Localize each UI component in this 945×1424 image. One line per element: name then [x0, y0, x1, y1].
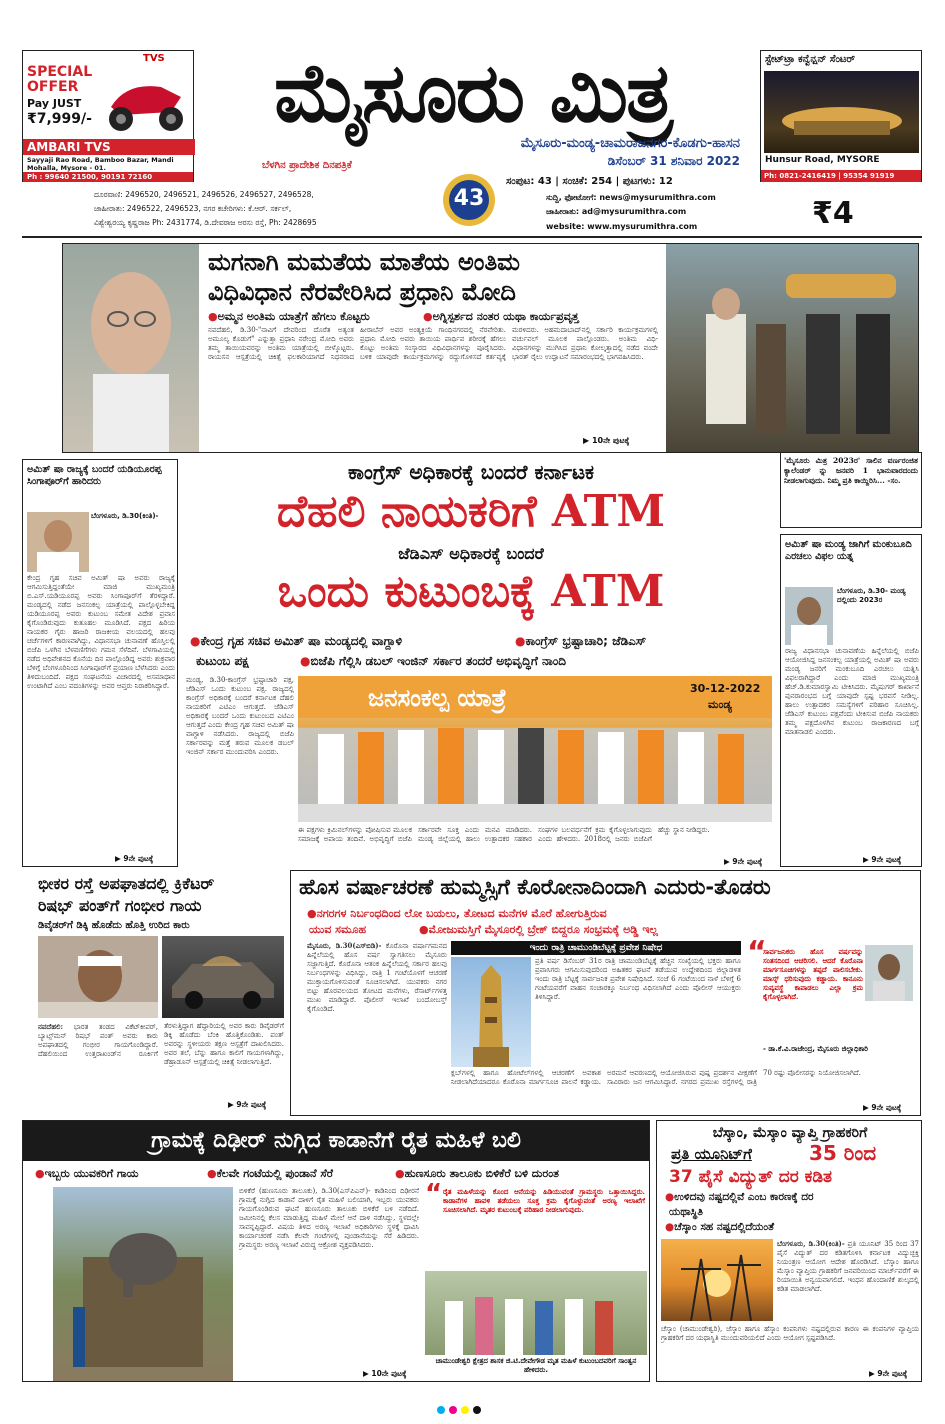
pant-subhead: ಡಿವೈಡರ್‌ಗೆ ಡಿಕ್ಕಿ ಹೊಡೆದು ಹೊತ್ತಿ ಉರಿದ ಕಾರು: [38, 920, 190, 931]
offer-price: ₹7,999/-: [27, 111, 92, 127]
phones-line-2: ಜಾಹೀರಾತು: 2496522, 2496523, ನಗರ ಕಚೇರಿಗಳು: ಕೆ.ಆರ್. ಸರ್ಕಲ್,: [94, 204, 292, 213]
registration-marks: [436, 1400, 516, 1410]
issue-info: ಸಂಪುಟ: 43 | ಸಂಚಿಕೆ: 254 | ಪುಟಗಳು: 12: [506, 176, 673, 187]
newyear-body-left: ಮೈಸೂರು, ಡಿ.30(ಎಸ್‌ಬಿಡಿ)- ಕೊರೊನಾ ವರ್ಷಾಗಮನದ ಹಿನ್ನೆಲೆಯಲ್ಲಿ ಹೊಸ ವರ್ಷ ಸ್ವಾಗತಿಸಲು ಮೈಸೂರು ಸಜ್ಜಾಗುತ್ತಿದೆ. ಕೊರೊನಾ ಆತಂಕ ಹಿನ್ನೆಲೆಯಲ್ಲಿ ಸರ್ಕಾರ ಹಲವು ನಿರ್ಬಂಧಗಳನ್ನು ವಿಧಿಸಿದ್ದು, ರಾತ್ರಿ 1 ಗಂಟೆಯೊಳಗೆ ಆಚರಣೆ ಮುಕ್ತಾಯಗೊಳಿಸುವಂತೆ ಸೂಚಿಸಲಾಗಿದೆ. ಯುವಕರು ನಗರ ಬಿಟ್ಟು ಹೊರವಲಯದ ತೋಟದ ಮನೆಗಳು, ರೆಸಾರ್ಟ್‌ಗಳತ್ತ ಮುಖ ಮಾಡಿದ್ದಾರೆ. ಪೊಲೀಸ್ ಇಲಾಖೆ ಬಂದೋಬಸ್ತ್ ಕೈಗೊಂಡಿದೆ.: [307, 941, 447, 1013]
convention-ad[interactable]: [760, 50, 922, 182]
elephant-quote-text: ರೈತ ಮಹಿಳೆಯನ್ನು ಕೊಂದ ಆನೆಯನ್ನು ಹಿಡಿಯುವಂತೆ ಗ್ರಾಮಸ್ಥರು ಒತ್ತಾಯಿಸಿದ್ದರು. ಕಾಡಾನೆಗಳ ಹಾವಳಿ ತಡೆಯಲು ಸೂಕ್ತ ಕ್ರಮ ಕೈಗೊಳ್ಳುವಂತೆ ಅರಣ್ಯ ಇಲಾಖೆಗೆ ಸೂಚಿಸಲಾಗಿದೆ. ಮೃತರ ಕುಟುಂಬಕ್ಕೆ ಪರಿಹಾರ ನೀಡಲಾಗುವುದು.: [443, 1187, 645, 1214]
power-bullet-1b: ಯಥಾಸ್ಥಿತಿ: [669, 1206, 703, 1218]
special-offer: SPECIAL OFFER: [27, 64, 93, 95]
pant-injured-photo: [38, 936, 158, 1018]
newyear-body-bottom: ಕ್ಲಬ್‌ಗಳಲ್ಲಿ ಹಾಗೂ ಹೋಟೆಲ್‌ಗಳಲ್ಲಿ ಆಚರಣೆಗೆ ಅವಕಾಶ ನೀಡಲಾಗಿದೆಯಾದರೂ ಕೊರೊನಾ ಮಾರ್ಗಸೂಚಿ ಪಾಲನೆ ಕಡ್ಡಾಯ. ಅರಮನೆ ಆವರಣದಲ್ಲಿ ಆಯೋಜಿಸಿರುವ ಪುಷ್ಪ ಪ್ರದರ್ಶನ ವೀಕ್ಷಣೆಗೆ ಸಾವಿರಾರು ಜನ ಆಗಮಿಸಿದ್ದಾರೆ. ನಗರದ ಪ್ರಮುಖ ರಸ್ತೆಗಳಲ್ಲಿ ರಾತ್ರಿ 70 ರಷ್ಟು ಪೊಲೀಸರನ್ನು ನಿಯೋಜಿಸಲಾಗಿದೆ.: [451, 1069, 861, 1086]
power-story: [656, 1120, 922, 1382]
anniversary-logo: [437, 170, 501, 228]
dealer-name: AMBARI TVS: [23, 139, 195, 155]
newyear-bullet-1b: ಯುವ ಸಮೂಹ: [309, 923, 367, 936]
pay-just: Pay JUST: [27, 97, 82, 110]
phones-line-3: ವಿಶ್ವೇಶ್ವರಯ್ಯ ಕೃಷ್ಣರಾಜ Ph: 2431774, ಡಿ.ದೇವರಾಜ ಅರಸು ರಸ್ತೆ, Ph: 2428695: [94, 218, 317, 227]
email-ad[interactable]: ಜಾಹೀರಾತು: ad@mysurumithra.com: [546, 207, 687, 216]
calendar-notice[interactable]: [780, 452, 922, 528]
atm-headline-2: ಒಂದು ಕುಟುಂಬಕ್ಕೆ ATM: [277, 566, 665, 617]
newyear-bullet-1: ●ನಗರಗಳ ನಿರ್ಬಂಧದಿಂದ ಲೋ ಬಯಲು, ತೋಟದ ಮನೆಗಳ ಮೊರೆ ಹೋಗುತ್ತಿರುವ: [307, 907, 607, 920]
elephant-quote: [425, 1179, 647, 1269]
elephant-caption: ಚಾಮುಂಡೇಶ್ವರಿ ಕ್ಷೇತ್ರದ ಶಾಸಕ ಜಿ.ಟಿ.ದೇವೇಗೌಡ ಮೃತ ಮಹಿಳೆ ಕುಟುಂಬದವರಿಗೆ ಸಾಂತ್ವನ ಹೇಳಿದರು.: [435, 1357, 637, 1374]
masthead-date: ಡಿಸೆಂಬರ್ 31 ಶನಿವಾರ 2022: [607, 154, 740, 168]
power-bullet-2: ●ಚೆಸ್ಕಾಂ ಸಹ ನಷ್ಟದಲ್ಲಿದೆಯಂತೆ: [665, 1221, 775, 1233]
pant-body: ನವದೆಹಲಿ: ಭಾರತ ತಂಡದ ವಿಕೆಟ್‌ಕೀಪರ್, ಬ್ಯಾಟ್ಸ್‌ಮನ್ ರಿಷಭ್ ಪಂತ್ ಅವರು ಕಾರು ಅಪಘಾತದಲ್ಲಿ ಗಂಭೀರ ಗಾಯಗೊಂಡಿದ್ದಾರೆ. ದೆಹಲಿಯಿಂದ ಉತ್ತರಾಖಂಡ್‌ನ ರೂರ್ಕಿಗೆ ತೆರಳುತ್ತಿದ್ದಾಗ ಹೆದ್ದಾರಿಯಲ್ಲಿ ಅವರ ಕಾರು ಡಿವೈಡರ್‌ಗೆ ಡಿಕ್ಕಿ ಹೊಡೆದು ಬೆಂಕಿ ಹೊತ್ತಿಕೊಂಡಿತು. ಪಂತ್ ಅವರನ್ನು ಸ್ಥಳೀಯರು ತಕ್ಷಣ ಆಸ್ಪತ್ರೆಗೆ ದಾಖಲಿಸಿದರು. ಅವರ ತಲೆ, ಬೆನ್ನು ಹಾಗೂ ಕಾಲಿಗೆ ಗಾಯಗಳಾಗಿದ್ದು, ಡೆಹ್ರಾಡೂನ್ ಆಸ್ಪತ್ರೆಯಲ್ಲಿ ಚಿಕಿತ್ಸೆ ನೀಡಲಾಗುತ್ತಿದೆ.: [38, 1022, 284, 1066]
anniversary-number: 43: [453, 186, 485, 211]
lead-headline-1: ಮಗನಾಗಿ ಮಮತೆಯ ಮಾತೆಯ ಅಂತಿಮ: [208, 248, 520, 276]
atm-more[interactable]: ▶ 9ನೇ ಪುಟಕ್ಕೆ: [724, 857, 763, 866]
lead-headline-2: ವಿಧಿವಿಧಾನ ನೆರವೇರಿಸಿದ ಪ್ರಧಾನಿ ಮೋದಿ: [208, 278, 516, 306]
newyear-quote: [747, 935, 917, 1065]
power-body-right: ಬೆಂಗಳೂರು, ಡಿ.30(ಕಿಂತಿ)- ಪ್ರತಿ ಯೂನಿಟ್ 35 ರಿಂದ 37 ಪೈಸೆ ವಿದ್ಯುತ್ ದರ ಕಡಿತಗೊಳಿಸಿ ಕರ್ನಾಟಕ ವಿದ್ಯುಚ್ಛಕ್ತಿ ನಿಯಂತ್ರಣ ಆಯೋಗ ಆದೇಶ ಹೊರಡಿಸಿದೆ. ಬೆಸ್ಕಾಂ ಹಾಗೂ ಮೆಸ್ಕಾಂ ವ್ಯಾಪ್ತಿಯ ಗ್ರಾಹಕರಿಗೆ ಜನವರಿಯಿಂದ ಮಾರ್ಚ್‌ವರೆಗೆ ಈ ರಿಯಾಯಿತಿ ಅನ್ವಯವಾಗಲಿದೆ. ಇಂಧನ ಹೊಂದಾಣಿಕೆ ಶುಲ್ಕದಲ್ಲಿ ಕಡಿತ ಮಾಡಲಾಗಿದೆ.: [777, 1239, 919, 1293]
atm-bullet-2b: ಕುಟುಂಬ ಪಕ್ಷ: [196, 654, 249, 668]
elephant-more[interactable]: ▶ 10ನೇ ಪುಟಕ್ಕೆ: [363, 1369, 407, 1378]
rally-banner-place: ಮಂಡ್ಯ: [708, 698, 732, 711]
lead-bullet-2: ●ಅಗ್ನಿಸ್ಪರ್ಶದ ನಂತರ ಯಥಾ ಕಾರ್ಯಪ್ರವೃತ್ತ: [423, 310, 579, 323]
pant-story: [22, 872, 284, 1114]
calendar-notice-text: 'ಮೈಸೂರು ಮಿತ್ರ 2023ರ' ಸಾಲಿನ ವರ್ಣರಂಜಿತ ಕ್ಯಾಲೆಂಡರ್ ನ್ನು ಜನವರಿ 1 ಭಾನುವಾರದಂದು ನೀಡಲಾಗುವುದು. ನಿಮ್ಮ ಪ್ರತಿ ಕಾಯ್ದಿರಿಸಿ... -ಸಂ.: [784, 456, 918, 485]
quote-name: - ಡಾ.ಕೆ.ವಿ.ರಾಜೇಂದ್ರ, ಮೈಸೂರು ಜಿಲ್ಲಾಧಿಕಾರಿ: [763, 1045, 868, 1053]
newyear-bullet-2: ●ಮೋಜುಮಸ್ತಿಗೆ ಮೈಸೂರಲ್ಲಿ ಬ್ರೇಕ್ ಬಿದ್ದರೂ ಸಂಭ್ರಮಕ್ಕೆ ಅಡ್ಡಿ ಇಲ್ಲ: [419, 923, 658, 936]
email-news[interactable]: ಸುದ್ದಿ, ಫೋಟೋಗೆ: news@mysurumithra.com: [546, 193, 716, 202]
left-col-more[interactable]: ▶ 9ನೇ ಪುಟಕ್ಕೆ: [115, 854, 154, 863]
masthead-regions: ಮೈಸೂರು-ಮಂಡ್ಯ-ಚಾಮರಾಜನಗರ-ಕೊಡಗು-ಹಾಸನ: [520, 136, 740, 151]
power-headline-2a: ಪ್ರತಿ ಯೂನಿಟ್‌ಗೆ: [671, 1145, 752, 1163]
left-col-body: ಕೇಂದ್ರ ಗೃಹ ಸಚಿವ ಅಮಿತ್ ಷಾ ಅವರು ರಾಜ್ಯಕ್ಕೆ ಆಗಮಿಸುತ್ತಿದ್ದಂತೆಯೇ ಮಾಜಿ ಮುಖ್ಯಮಂತ್ರಿ ಬಿ.ಎಸ್.ಯಡಿಯೂರಪ್ಪ ಅವರು ಸಿಂಗಾಪೂರ್‌ಗೆ ತೆರಳಿದ್ದಾರೆ. ಮಂಡ್ಯದಲ್ಲಿ ನಡೆದ ಜನಸಂಕಲ್ಪ ಯಾತ್ರೆಯಲ್ಲಿ ಪಾಲ್ಗೊಳ್ಳಬೇಕಿದ್ದ ಯಡಿಯೂರಪ್ಪ ಅವರು ಕುಟುಂಬ ಸಮೇತ ವಿದೇಶ ಪ್ರವಾಸ ಕೈಗೊಂಡಿರುವುದು ಕುತೂಹಲ ಮೂಡಿಸಿದೆ. ಪಕ್ಷದ ಹಿರಿಯ ನಾಯಕರ ಗೈರು ಹಾಜರಿ ರಾಜಕೀಯ ವಲಯದಲ್ಲಿ ಹಲವು ಚರ್ಚೆಗಳಿಗೆ ಕಾರಣವಾಗಿದ್ದು, ವಿಧಾನಸಭಾ ಚುನಾವಣೆ ಹೊಸ್ತಿಲಲ್ಲಿ ಬಿಜೆಪಿ ಒಳಗಿನ ಬೆಳವಣಿಗೆಗಳು ಗಮನ ಸೆಳೆದಿವೆ. ಬೆಳಗಾವಿಯಲ್ಲಿ ನಡೆದ ಅಧಿವೇಶನದ ಕೊನೆಯ ದಿನ ಪಾಲ್ಗೊಂಡಿದ್ದ ಅವರು ಶುಕ್ರವಾರ ಬೆಳಿಗ್ಗೆ ಬೆಂಗಳೂರಿನಿಂದ ಸಿಂಗಾಪೂರ್‌ಗೆ ಪ್ರಯಾಣ ಬೆಳೆಸಿದರು ಎಂದು ತಿಳಿದುಬಂದಿದೆ. ಪಕ್ಷದ ಸಂಘಟನೆಯ ವಿಚಾರದಲ್ಲಿ ಅಸಮಾಧಾನ ಉಂಟಾಗಿದೆ ಎಂಬ ವದಂತಿಗಳನ್ನು ಅವರ ಆಪ್ತರು ನಿರಾಕರಿಸಿದ್ದಾರೆ.: [27, 574, 175, 690]
masthead-title: ಮೈಸೂರು ಮಿತ್ರ: [274, 45, 671, 141]
tvs-ad[interactable]: [22, 50, 194, 182]
atm-bullet-1: ●ಕೇಂದ್ರ ಗೃಹ ಸಚಿವ ಅಮಿತ್ ಷಾ ಮಂಡ್ಯದಲ್ಲಿ ವಾಗ್ದಾಳಿ: [190, 634, 403, 648]
power-pylon-photo: [661, 1239, 773, 1321]
rally-banner-date: 30-12-2022: [690, 682, 761, 695]
left-column-story: [22, 459, 178, 867]
right-col-headline: ಅಮಿತ್ ಷಾ ಮಂಡ್ಯ ಜಾಗಿಗೆ ಮಂಕುಬೂದಿ ಎರಚಲು ವಿಫಲ ಯತ್ನ: [785, 539, 912, 562]
atm-bullet-2: ●ಕಾಂಗ್ರೆಸ್ ಭ್ರಷ್ಟಾಚಾರಿ; ಜೆಡಿಎಸ್: [515, 634, 647, 648]
mother-portrait: [63, 244, 199, 452]
right-col-more[interactable]: ▶ 9ನೇ ಪುಟಕ್ಕೆ: [863, 855, 902, 864]
right-col-dateline: ಬೆಂಗಳೂರು, ಡಿ.30- ಮಂಡ್ಯ ದಲ್ಲಿಂದು 2023ರ: [837, 587, 906, 604]
newyear-more[interactable]: ▶ 9ನೇ ಪುಟಕ್ಕೆ: [863, 1103, 902, 1112]
power-headline-3: 37 ಪೈಸೆ ವಿದ್ಯುತ್ ದರ ಕಡಿತ: [669, 1167, 833, 1187]
elephant-bullet-3: ●ಹುಣಸೂರು ತಾಲೂಕು ಬಿಳಿಕೆರೆ ಬಳಿ ದುರಂತ: [395, 1167, 559, 1180]
lead-more[interactable]: ▶ 10ನೇ ಪುಟಕ್ಕೆ: [583, 436, 630, 445]
right-col-body: ರಾಜ್ಯ ವಿಧಾನಸಭಾ ಚುನಾವಣೆಯ ಹಿನ್ನೆಲೆಯಲ್ಲಿ ಬಿಜೆಪಿ ಆಯೋಜಿಸಿದ್ದ ಜನಸಂಕಲ್ಪ ಯಾತ್ರೆಯಲ್ಲಿ ಅಮಿತ್ ಷಾ ಅವರು ಮಂಡ್ಯ ಜನರಿಗೆ ಮಂಕುಬೂದಿ ಎರಚಲು ಯತ್ನಿಸಿ ವಿಫಲರಾಗಿದ್ದಾರೆ ಎಂದು ಮಾಜಿ ಮುಖ್ಯಮಂತ್ರಿ ಹೆಚ್.ಡಿ.ಕುಮಾರಸ್ವಾಮಿ ಟೀಕಿಸಿದರು. ಮೈಷುಗರ್ ಕಾರ್ಖಾನೆ ಪುನರಾರಂಭದ ಬಗ್ಗೆ ಯಾವುದೇ ಸ್ಪಷ್ಟ ಭರವಸೆ ನೀಡಿಲ್ಲ. ಹಾಲು ಉತ್ಪಾದಕರ ಸಮಸ್ಯೆಗಳಿಗೆ ಪರಿಹಾರ ಸೂಚಿಸಿಲ್ಲ. ಜೆಡಿಎಸ್ ಕುಟುಂಬ ಪಕ್ಷವೆಂದು ಟೀಕಿಸುವ ಬಿಜೆಪಿ ನಾಯಕರು ತಮ್ಮ ಪಕ್ಷದೊಳಗಿನ ಕುಟುಂಬ ರಾಜಕಾರಣದ ಬಗ್ಗೆ ಮಾತನಾಡಲಿ ಎಂದರು.: [785, 647, 919, 736]
funeral-photo: [666, 244, 918, 452]
convention-place: Hunsur Road, MYSORE: [765, 155, 880, 165]
rally-banner-title: ಜನಸಂಕಲ್ಪ ಯಾತ್ರೆ: [368, 684, 507, 712]
elephant-truck-photo: [53, 1187, 233, 1381]
pant-headline-1: ಭೀಕರ ರಸ್ತೆ ಅಪಘಾತದಲ್ಲಿ ಕ್ರಿಕೆಟರ್: [38, 874, 215, 893]
lead-bullet-1: ●ಅಮ್ಮನ ಅಂತಿಮ ಯಾತ್ರೆಗೆ ಹೆಗಲು ಕೊಟ್ಟರು: [208, 310, 370, 323]
power-body-bottom: ಚೆಸ್ಕಾಂ (ಚಾಮುಂಡೇಶ್ವರಿ), ಜೆಸ್ಕಾಂ ಹಾಗೂ ಹೆಸ್ಕಾಂ ಕಂಪನಿಗಳು ನಷ್ಟದಲ್ಲಿರುವ ಕಾರಣ ಈ ಕಂಪನಿಗಳ ವ್ಯಾಪ್ತಿಯ ಗ್ರಾಹಕರಿಗೆ ದರ ಯಥಾಸ್ಥಿತಿ ಮುಂದುವರಿಯಲಿದೆ ಎಂದು ಆಯೋಗ ಸ್ಪಷ್ಟಪಡಿಸಿದೆ.: [661, 1325, 919, 1342]
atm-body-left: ಮಂಡ್ಯ, ಡಿ.30-ಕಾಂಗ್ರೆಸ್ ಭ್ರಷ್ಟಾಚಾರಿ ಪಕ್ಷ, ಜೆಡಿಎಸ್ ಒಂದು ಕುಟುಂಬ ಪಕ್ಷ. ರಾಜ್ಯದಲ್ಲಿ ಕಾಂಗ್ರೆಸ್ ಅಧಿಕಾರಕ್ಕೆ ಬಂದರೆ ಕರ್ನಾಟಕ ದೆಹಲಿ ನಾಯಕರಿಗೆ ಎಟಿಎಂ ಆಗುತ್ತದೆ. ಜೆಡಿಎಸ್ ಅಧಿಕಾರಕ್ಕೆ ಬಂದರೆ ಒಂದು ಕುಟುಂಬದ ಎಟಿಎಂ ಆಗುತ್ತದೆ ಎಂದು ಕೇಂದ್ರ ಗೃಹ ಸಚಿವ ಅಮಿತ್ ಷಾ ವಾಗ್ದಾಳಿ ನಡೆಸಿದರು. ರಾಜ್ಯದಲ್ಲಿ ಬಿಜೆಪಿ ಸರ್ಕಾರವನ್ನು ಮತ್ತೆ ತರುವ ಮೂಲಕ ಡಬಲ್ ಇಂಜಿನ್ ಸರ್ಕಾರ ಮುಂದುವರಿಸಿ ಎಂದರು.: [186, 676, 294, 756]
newyear-dateline: ಮೈಸೂರು, ಡಿ.30(ಎಸ್‌ಬಿಡಿ)-: [307, 941, 382, 950]
right-column-story: [780, 534, 922, 867]
masthead-rule: [22, 236, 922, 238]
elephant-headline: ಗ್ರಾಮಕ್ಕೆ ದಿಢೀರ್ ನುಗ್ಗಿದ ಕಾಡಾನೆಗೆ ರೈತ ಮಹಿಳೆ ಬಲಿ: [23, 1121, 649, 1161]
burnt-car-photo: [162, 936, 284, 1018]
kumaraswamy-photo: [785, 587, 833, 645]
atm-kicker-1: ಕಾಂಗ್ರೆಸ್ ಅಧಿಕಾರಕ್ಕೆ ಬಂದರೆ ಕರ್ನಾಟಕ: [347, 460, 595, 484]
left-col-dateline: ಬೆಂಗಳೂರು, ಡಿ.30(ಕಿಂತಿ)-: [91, 512, 159, 520]
elephant-body: ಬಿಳಿಕೆರೆ (ಹುಣಸೂರು ತಾಲೂಕು), ಡಿ.30(ಎಸ್‌ಪಿಎನ್)- ಕಾಡಿನಿಂದ ದಿಢೀರನೆ ಗ್ರಾಮಕ್ಕೆ ನುಗ್ಗಿದ ಕಾಡಾನೆ ದಾಳಿಗೆ ರೈತ ಮಹಿಳೆ ಬಲಿಯಾಗಿ, ಇಬ್ಬರು ಯುವಕರು ಗಾಯಗೊಂಡಿರುವ ಘಟನೆ ಹುಣಸೂರು ತಾಲೂಕು ಬಿಳಿಕೆರೆ ಬಳಿ ನಡೆದಿದೆ. ಜಮೀನಿನಲ್ಲಿ ಕೆಲಸ ಮಾಡುತ್ತಿದ್ದ ಮಹಿಳೆ ಮೇಲೆ ಆನೆ ದಾಳಿ ನಡೆಸಿದ್ದು, ಸ್ಥಳದಲ್ಲೇ ಸಾವನ್ನಪ್ಪಿದ್ದಾರೆ. ವಿಷಯ ತಿಳಿದ ಅರಣ್ಯ ಇಲಾಖೆ ಅಧಿಕಾರಿಗಳು ಸ್ಥಳಕ್ಕೆ ಧಾವಿಸಿ ಕಾರ್ಯಾಚರಣೆ ನಡೆಸಿ ಕೆಲವೇ ಗಂಟೆಗಳಲ್ಲಿ ಪುಂಡಾನೆಯನ್ನು ಸೆರೆ ಹಿಡಿದರು. ಗ್ರಾಮಸ್ಥರು ಅರಣ್ಯ ಇಲಾಖೆ ವಿರುದ್ಧ ಆಕ್ರೋಶ ವ್ಯಕ್ತಪಡಿಸಿದರು.: [239, 1187, 419, 1249]
scooter-image: [101, 67, 191, 137]
power-headline-2b: 35 ರಿಂದ: [809, 1141, 877, 1165]
elephant-story: [22, 1120, 650, 1382]
left-col-headline: ಅಮಿತ್ ಷಾ ರಾಜ್ಯಕ್ಕೆ ಬಂದರೆ ಯಡಿಯೂರಪ್ಪ ಸಿಂಗಾಪೂರ್‌ಗೆ ಹಾರಿದರು: [27, 464, 162, 487]
website-link[interactable]: website: www.mysurumithra.com: [546, 222, 698, 231]
quote-text: ಸಾರ್ವಜನಿಕರು ಹೊಸ ವರ್ಷವನ್ನು ಸಂತಸದಿಂದ ಆಚರಿಸಲಿ. ಆದರೆ ಕೊರೊನಾ ಮಾರ್ಗಸೂಚಿಗಳನ್ನು ತಪ್ಪದೆ ಪಾಲಿಸಬೇಕು. ಮಾಸ್ಕ್ ಧರಿಸುವುದು ಕಡ್ಡಾಯ. ಕಾನೂನು ಸುವ್ಯವಸ್ಥೆ ಕಾಪಾಡಲು ಎಲ್ಲಾ ಕ್ರಮ ಕೈಗೊಳ್ಳಲಾಗಿದೆ.: [763, 947, 863, 1001]
tvs-logo: TVS: [143, 53, 165, 64]
dealer-phone: Ph : 99640 21500, 90191 72160: [23, 172, 193, 182]
atm-headline-1: ದೆಹಲಿ ನಾಯಕರಿಗೆ ATM: [276, 486, 666, 537]
convention-phone: Ph: 0821-2416419 | 95354 91919: [761, 170, 921, 182]
yediyurappa-photo: [27, 512, 89, 572]
lead-body: ನವದೆಹಲಿ, ಡಿ.30-"ನಾವಿಗೆ ದೇವರಿಂದ ದೊರೆತ ಅತ್ಯಂತ ಅಮೂಲ್ಯ ಕೊಡುಗೆ" ಎನ್ನುತ್ತಾ ಪ್ರಧಾನಿ ನರೇಂದ್ರ ಮೋದಿ ಅವರು ತಮ್ಮ ತಾಯಿಯವರನ್ನು ಅಂತಿಮ ಯಾತ್ರೆಯಲ್ಲಿ ಬೀಳ್ಕೊಟ್ಟರು. ರಾಯಸನ ಆಸ್ಪತ್ರೆಯಲ್ಲಿ ಚಿಕಿತ್ಸೆ ಫಲಕಾರಿಯಾಗದೆ ನಿಧನರಾದ ಹೀರಾಬೆನ್ ಅವರ ಅಂತ್ಯಕ್ರಿಯೆ ಗಾಂಧಿನಗರದಲ್ಲಿ ನೆರವೇರಿತು. ಪ್ರಧಾನಿ ಮೋದಿ ಅವರು ತಾಯಿಯ ಪಾರ್ಥಿವ ಶರೀರಕ್ಕೆ ಹೆಗಲು ಕೊಟ್ಟು ಅಂತಿಮ ಸಂಸ್ಕಾರದ ವಿಧಿವಿಧಾನಗಳನ್ನು ಪೂರೈಸಿದರು. ಬಳಿಕ ಯಾವುದೇ ಕಾರ್ಯಕ್ರಮಗಳನ್ನು ರದ್ದುಗೊಳಿಸದೆ ಕರ್ತವ್ಯಕ್ಕೆ ಮರಳಿದರು. ಅಹಮದಾಬಾದ್‌ನಲ್ಲಿ ಸರ್ಕಾರಿ ಕಾರ್ಯಕ್ರಮಗಳಲ್ಲಿ ವರ್ಚುವಲ್ ಮೂಲಕ ಪಾಲ್ಗೊಂಡರು. ಅಂತಿಮ ವಿಧಿ-ವಿಧಾನಗಳನ್ನು ಮುಗಿಸಿದ ಪ್ರಧಾನಿ ಕೋಲ್ಕತ್ತಾದಲ್ಲಿ ನಡೆದ ವಂದೇ ಭಾರತ್ ರೈಲು ಉದ್ಘಾಟನೆ ಸಮಾರಂಭದಲ್ಲಿ ಭಾಗವಹಿಸಿದರು.: [208, 326, 658, 361]
dealer-address: Sayyaji Rao Road, Bamboo Bazar, Mandi Mohalla, Mysore - 01.: [27, 156, 174, 172]
convention-name: ಸ್ಟೇಟ್‌ಟ್ರಾ ಕನ್ವೆನ್ಷನ್ ಸೆಂಟರ್: [765, 54, 855, 65]
convention-photo: [764, 71, 919, 153]
pant-headline-2: ರಿಷಭ್ ಪಂತ್‌ಗೆ ಗಂಭೀರ ಗಾಯ: [38, 896, 202, 915]
mla-visit-photo: [425, 1271, 647, 1355]
elephant-bullet-2: ●ಕೆಲವೇ ಗಂಟೆಯಲ್ಲಿ ಪುಂಡಾನೆ ಸೆರೆ: [207, 1167, 333, 1180]
atm-bullet-3: ●ಬಿಜೆಪಿ ಗೆಲ್ಲಿಸಿ ಡಬಲ್ ಇಂಜಿನ್ ಸರ್ಕಾರ ತಂದರೆ ಅಭಿವೃದ್ಧಿಗೆ ನಾಂದಿ: [300, 654, 566, 668]
atm-kicker-2: ಜೆಡಿಎಸ್ ಅಧಿಕಾರಕ್ಕೆ ಬಂದರೆ: [398, 544, 544, 563]
quote-mark-icon: “: [747, 935, 767, 970]
dc-photo: [865, 945, 913, 1001]
power-headline-1: ಬೆಸ್ಕಾಂ, ಮೆಸ್ಕಾಂ ವ್ಯಾಪ್ತಿ ಗ್ರಾಹಕರಿಗೆ: [712, 1125, 868, 1141]
elephant-bullet-1: ●ಇಬ್ಬರು ಯುವಕರಿಗೆ ಗಾಯ: [35, 1167, 139, 1180]
newyear-story: [290, 870, 921, 1116]
power-dateline: ಬೆಂಗಳೂರು, ಡಿ.30(ಕಿಂತಿ)-: [777, 1239, 845, 1248]
atm-body-bottom: ಈ ಪಕ್ಷಗಳು ಕ್ರಿಮಿನಲ್‌ಗಳನ್ನು ಪೋಷಿಸುವ ಮೂಲಕ ಸಮಾಜಕ್ಕೆ ಅಪಾಯ ತಂದಿವೆ. ಅಭಿವೃದ್ಧಿಗೆ ಬಿಜೆಪಿ ಸರ್ಕಾರವೇ ಸೂಕ್ತ ಎಂದು ಮನವಿ ಮಾಡಿದರು. ಮಂಡ್ಯ ಜಿಲ್ಲೆಯಲ್ಲಿ ಹಾಲು ಉತ್ಪಾದಕರ ಸಹಕಾರ ಸಂಘಗಳ ಬಲವರ್ಧನೆಗೆ ಕ್ರಮ ಕೈಗೊಳ್ಳಲಾಗುವುದು ಎಂದು ಹೇಳಿದರು. 2018ರಲ್ಲಿ ಜನರು ಬಿಜೆಪಿಗೆ ಹೆಚ್ಚು ಸ್ಥಾನ ನೀಡಿದ್ದರು.: [298, 826, 710, 843]
power-bullet-1: ●ಉಳಿದವು ನಷ್ಟದಲ್ಲಿವೆ ಎಂಬ ಕಾರಣಕ್ಕೆ ದರ: [665, 1191, 814, 1203]
temple-caption: ಇಂದು ರಾತ್ರಿ ಚಾಮುಂಡಿಬೆಟ್ಟಕ್ಕೆ ಪ್ರವೇಶ ನಿಷೇಧ: [451, 941, 741, 955]
elephant-quote-mark-icon: “: [425, 1179, 443, 1209]
pant-dateline: ನವದೆಹಲಿ:: [38, 1022, 64, 1031]
power-more[interactable]: ▶ 9ನೇ ಪುಟಕ್ಕೆ: [869, 1369, 908, 1378]
chamundi-temple-photo: [451, 957, 531, 1067]
masthead-tagline: ಬೆಳಗಿನ ಪ್ರಾದೇಶಿಕ ದಿನಪತ್ರಿಕೆ: [262, 160, 352, 171]
newyear-headline: ಹೊಸ ವರ್ಷಾಚರಣೆ ಹುಮ್ಮಸ್ಸಿಗೆ ಕೊರೋನಾದಿಂದಾಗಿ ಎದುರು-ತೊಡರು: [299, 875, 771, 899]
phones-line-1: ದೂರವಾಣಿ: 2496520, 2496521, 2496526, 2496527, 2496528,: [94, 190, 314, 199]
lead-story: [62, 243, 919, 453]
price: ₹4: [812, 196, 854, 231]
newyear-body-mid: ಪ್ರತಿ ವರ್ಷ ಡಿಸೆಂಬರ್ 31ರ ರಾತ್ರಿ ಚಾಮುಂಡಿಬೆಟ್ಟಕ್ಕೆ ಹೆಚ್ಚಿನ ಸಂಖ್ಯೆಯಲ್ಲಿ ಭಕ್ತರು ಹಾಗೂ ಪ್ರವಾಸಿಗರು ಆಗಮಿಸುವುದರಿಂದ ಅಹಿತಕರ ಘಟನೆ ತಡೆಯುವ ಉದ್ದೇಶದಿಂದ ಜಿಲ್ಲಾಡಳಿತ ಇಂದು ರಾತ್ರಿ ಬೆಟ್ಟಕ್ಕೆ ಸಾರ್ವಜನಿಕ ಪ್ರವೇಶ ನಿಷೇಧಿಸಿದೆ. ಸಂಜೆ 6 ಗಂಟೆಯಿಂದ ನಾಳೆ ಬೆಳಿಗ್ಗೆ 6 ಗಂಟೆಯವರೆಗೆ ವಾಹನ ಸಂಚಾರಕ್ಕೂ ನಿರ್ಬಂಧ ವಿಧಿಸಲಾಗಿದೆ ಎಂದು ಪೊಲೀಸ್ ಆಯುಕ್ತರು ತಿಳಿಸಿದ್ದಾರೆ.: [535, 957, 741, 1001]
rally-photo: [298, 676, 772, 822]
pant-more[interactable]: ▶ 9ನೇ ಪುಟಕ್ಕೆ: [228, 1100, 267, 1109]
